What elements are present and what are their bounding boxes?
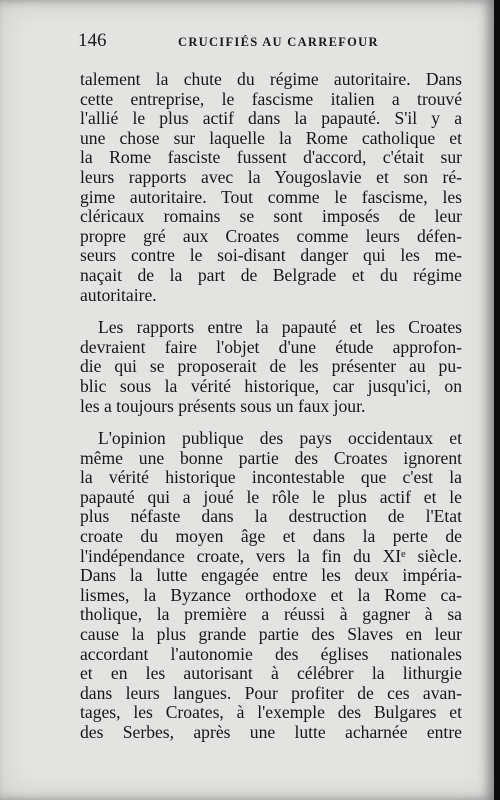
text-line: une chose sur laquelle la Rome catholique et — [80, 128, 462, 148]
page-header — [78, 30, 464, 54]
text-line: propre gré aux Croates comme leurs défen- — [80, 226, 462, 246]
text-line: les a toujours présents sous un faux jour. — [80, 396, 366, 416]
text-line: leurs rapports avec la Yougoslavie et son ré- — [80, 167, 462, 187]
text-line: la Rome fasciste fussent d'accord, c'était sur — [80, 148, 462, 168]
text-line: la vérité historique incontestable que c'est la — [80, 468, 462, 488]
body-text — [80, 70, 462, 743]
text-line: et en les autorisant à célébrer la lithurgie — [80, 664, 462, 684]
text-line: lismes, la Byzance orthodoxe et la Rome ca- — [80, 585, 462, 605]
text-line: talement la chute du régime autoritaire. Dans — [80, 70, 462, 89]
text-line: des Serbes, après une lutte acharnée entre — [80, 723, 462, 742]
text-line: naçait de la part de Belgrade et du régime — [80, 265, 462, 285]
text-line: L'opinion publique des pays occidentaux et — [98, 429, 462, 449]
text-line: l'indépendance croate, vers la fin du XIᵉ siècle. — [80, 546, 462, 566]
text-line: plus néfaste dans la destruction de l'Etat — [80, 507, 462, 527]
text-line: tages, les Croates, à l'exemple des Bulgares et — [80, 703, 462, 723]
text-line: croate du moyen âge et dans la perte de — [80, 527, 462, 547]
running-title: CRUCIFIÉS AU CARREFOUR — [178, 35, 379, 49]
text-line: autoritaire. — [80, 285, 157, 305]
text-line: accordant l'autonomie des églises nationales — [80, 644, 462, 664]
text-line: gime autoritaire. Tout comme le fascisme, les — [80, 187, 462, 207]
text-line: seurs contre le soi-disant danger qui les me- — [80, 246, 462, 266]
text-line: cléricaux romains se sont imposés de leur — [80, 207, 462, 227]
text-line: tholique, la première a réussi à gagner à sa — [80, 605, 462, 625]
text-line: même une bonne partie des Croates ignorent — [80, 448, 462, 468]
page-number: 146 — [78, 30, 107, 51]
paragraph-1 — [80, 70, 462, 305]
paragraph-2 — [80, 318, 462, 416]
text-line: blic sous la vérité historique, car jusqu'ici, on — [80, 376, 462, 396]
book-spine-shadow — [494, 0, 500, 800]
text-line: devraient faire l'objet d'une étude approfon- — [80, 337, 462, 357]
text-line: l'allié le plus actif dans la papauté. S'il y a — [80, 109, 462, 129]
paragraph-3 — [80, 429, 462, 743]
text-line: cette entreprise, le fascisme italien a trouvé — [80, 89, 462, 109]
text-line: die qui se proposerait de les présenter au pu- — [80, 357, 462, 377]
text-line: dans leurs langues. Pour profiter de ces avan- — [80, 683, 462, 703]
text-line: cause la plus grande partie des Slaves en leur — [80, 625, 462, 645]
text-line: Dans la lutte engagée entre les deux impéria- — [80, 566, 462, 586]
text-line: Les rapports entre la papauté et les Croates — [98, 318, 462, 338]
text-line: papauté qui a joué le rôle le plus actif et le — [80, 487, 462, 507]
